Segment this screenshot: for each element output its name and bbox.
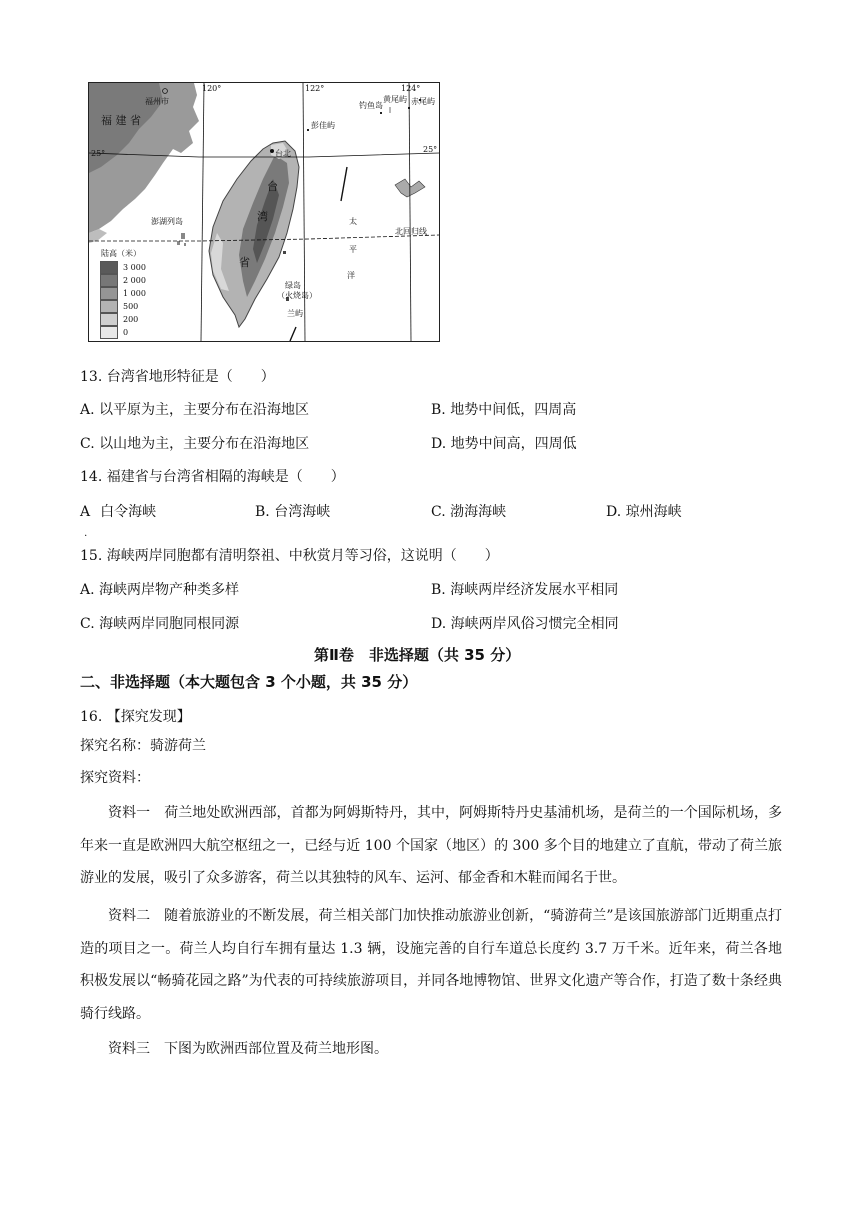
- q15-option-c[interactable]: C. 海峡两岸同胞同根同源: [80, 616, 240, 632]
- q13-option-a[interactable]: A. 以平原为主，主要分布在沿海地区: [80, 402, 310, 418]
- lat-25-label-right: 25°: [423, 145, 438, 154]
- q13-option-c[interactable]: C. 以山地为主，主要分布在沿海地区: [80, 436, 310, 452]
- taibei-label: 台北: [275, 149, 291, 158]
- q13-stem: 13. 台湾省地形特征是（ ）: [80, 369, 275, 385]
- q14-option-a-text: 白令海峡: [100, 504, 157, 520]
- legend-swatch: [100, 274, 118, 287]
- ludao-island: [283, 251, 286, 254]
- taipei-marker: [270, 149, 274, 153]
- q14-option-d[interactable]: D. 琼州海峡: [606, 504, 682, 520]
- legend-value: 500: [123, 302, 139, 311]
- meridian-120: [201, 83, 204, 341]
- boundary-segment: [290, 327, 296, 341]
- diaoyu-island: [380, 112, 382, 114]
- elevation-legend: [95, 247, 157, 339]
- legend-swatch: [100, 261, 118, 274]
- legend-title: 陆高（米）: [101, 249, 141, 258]
- legend-swatch: [100, 313, 118, 326]
- q14-option-c[interactable]: C. 渤海海峡: [431, 504, 507, 520]
- penghu-island: [181, 233, 185, 239]
- q14-option-a-letter: A: [80, 504, 91, 520]
- lat-25-label-left: 25°: [91, 149, 106, 158]
- q16-head: 16. 【探究发现】: [80, 709, 191, 725]
- q15-option-b[interactable]: B. 海峡两岸经济发展水平相同: [431, 582, 619, 598]
- q16-material-2: [80, 900, 782, 1030]
- lanyu-label: 兰屿: [287, 309, 303, 318]
- q16-material-1: [80, 797, 782, 895]
- pacific-char-1: 太: [349, 217, 357, 226]
- diaoyu-label: 钓鱼岛: [359, 101, 383, 110]
- q16-material-3: [80, 1033, 782, 1066]
- pacific-char-3: 洋: [347, 271, 355, 280]
- meridian-122: [303, 83, 305, 341]
- legend-swatch: [100, 300, 118, 313]
- legend-value: 200: [123, 315, 139, 324]
- q14-stem: 14. 福建省与台湾省相隔的海峡是（ ）: [80, 469, 345, 485]
- fujian-label: 福 建 省: [101, 114, 141, 127]
- taiwan-char-2: 湾: [257, 210, 268, 223]
- lon-120-label: 120°: [202, 84, 222, 93]
- huoshao-label: （火烧岛）: [277, 291, 317, 300]
- legend-value: 0: [123, 328, 129, 337]
- q16-materials-label: 探究资料：: [80, 770, 150, 786]
- legend-value: 1 000: [123, 289, 146, 298]
- q14-option-a[interactable]: A · 白令海峡: [80, 504, 157, 542]
- penghu-label: 澎湖列岛: [151, 217, 183, 226]
- legend-value: 2 000: [123, 276, 146, 285]
- tropic-label: 北回归线: [395, 227, 427, 236]
- q15-option-d[interactable]: D. 海峡两岸风俗习惯完全相同: [431, 616, 619, 632]
- q15-stem: 15. 海峡两岸同胞都有清明祭祖、中秋赏月等习俗，这说明（ ）: [80, 548, 499, 564]
- meridian-124: [409, 83, 411, 341]
- legend-swatch: [100, 326, 118, 339]
- taiwan-char-1: 台: [267, 180, 278, 193]
- huangwei-label: 黄尾屿: [383, 95, 407, 104]
- lon-124-label: 124°: [401, 84, 421, 93]
- pengjia-island: [307, 129, 309, 131]
- part2-title: 第Ⅱ卷 非选择题（共 35 分）: [314, 646, 521, 664]
- pacific-char-2: 平: [349, 245, 357, 254]
- q16-material-2-text: 资料二 随着旅游业的不断发展，荷兰相关部门加快推动旅游业创新，“骑游荷兰”是该国旅游部门近期重点打造的项目之一。荷兰人均自行车拥有量达 1.3 辆，设施完善的自行车道总长度约 3.7 万千米。近年来，荷兰各地积极发展以“畅骑花园之路”为代表的可持续旅游项目，并同各地博物馆、世界文化遗产等合作，打造了数十条经典骑行线路。: [80, 908, 782, 1022]
- chiwei-label: 赤尾屿: [411, 97, 435, 106]
- legend-value: 3 000: [123, 263, 146, 272]
- lon-122-label: 122°: [305, 84, 325, 93]
- pengjia-label: 彭佳屿: [311, 121, 335, 130]
- taiwan-char-3: 省: [239, 256, 250, 269]
- penghu-island: [184, 243, 186, 246]
- q16-material-3-text: 资料三 下图为欧洲西部位置及荷兰地形图。: [108, 1041, 388, 1057]
- q16-name: 探究名称：骑游荷兰: [80, 738, 206, 754]
- taiwan-terrain-map: [88, 82, 440, 342]
- section2-title: 二、非选择题（本大题包含 3 个小题，共 35 分）: [80, 673, 418, 691]
- q15-option-a[interactable]: A. 海峡两岸物产种类多样: [80, 582, 240, 598]
- legend-swatch: [100, 287, 118, 300]
- boundary-segment: [341, 167, 347, 201]
- q13-option-d[interactable]: D. 地势中间高，四周低: [431, 436, 577, 452]
- q16-material-1-text: 资料一 荷兰地处欧洲西部，首都为阿姆斯特丹，其中，阿姆斯特丹史基浦机场，是荷兰的一个国际机场，多年来一直是欧洲四大航空枢纽之一，已经与近 100 个国家（地区）的 300 多个目的地建立了直航，带动了荷兰旅游业的发展，吸引了众多游客，荷兰以其独特的风车、运河、郁金香和木鞋而闻名于世。: [80, 805, 782, 886]
- penghu-island: [177, 241, 180, 245]
- ludao-label: 绿岛: [285, 281, 301, 290]
- q14-option-b[interactable]: B. 台湾海峡: [255, 504, 331, 520]
- q13-option-b[interactable]: B. 地势中间低，四周高: [431, 402, 577, 418]
- fuzhou-label: 福州市: [145, 97, 169, 106]
